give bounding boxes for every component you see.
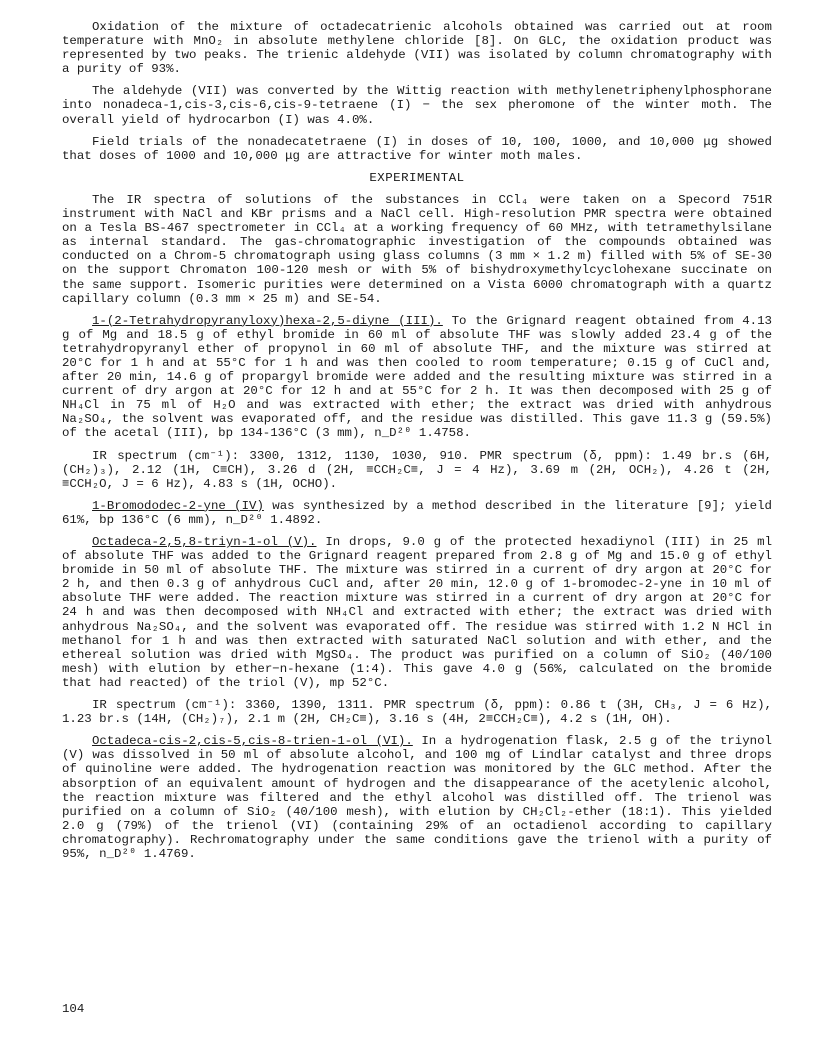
paragraph-compound-iii-spectra: IR spectrum (cm⁻¹): 3300, 1312, 1130, 1030, 910. PMR spectrum (δ, ppm): 1.49 br.s (6H, (CH₂)₃), 2.12 (1H, C≡CH), 3.26 d (2H, ≡CCH₂C≡, J = 4 Hz), 3.69 m (2H, OCH₂), 4.26 t (2H, ≡CCH₂O, J = 6 Hz), 4.83 s (1H, OCHO). [62,448,772,491]
paragraph-compound-v-spectra: IR spectrum (cm⁻¹): 3360, 1390, 1311. PMR spectrum (δ, ppm): 0.86 t (3H, CH₃, J = 6 Hz), 1.23 br.s (14H, (CH₂)₇), 2.1 m (2H, CH₂C≡), 3.16 s (4H, 2≡CCH₂C≡), 4.2 s (1H, OH). [62,698,772,727]
compound-v-title: Octadeca-2,5,8-triyn-1-ol (V). [92,535,317,549]
paragraph-compound-iv [62,499,772,527]
compound-iii-title: 1-(2-Tetrahydropyranyloxy)hexa-2,5-diyne (III). [92,313,443,328]
compound-vi-title: Octadeca-cis-2,cis-5,cis-8-trien-1-ol (VI). [92,734,413,749]
compound-vi-body: In a hydrogenation flask, 2.5 g of the triynol (V) was dissolved in 50 ml of absolute alcohol, and 100 mg of Lindlar catalyst and three drops of quinoline were added. The hydrogenation reaction was monitored by the GLC method. After the absorption of an equivalent amount of hydrogen and the disappearance of the acetylenic alcohol, the reaction mixture was filtered and the ethyl alcohol was distilled off. The trienol was purified on a column of SiO₂ (40/100 mesh), with elution by CH₂Cl₂-ether (18:1). This yielded 2.0 g (79%) of the trienol (VI) (containing 29% of an octadienol according to capillary chromatography). Rechromatography under the same conditions gave the trienol with a purity of 95%, n_D²⁰ 1.4769. [62,734,772,861]
page-body [62,20,772,869]
page-number: 104 [62,1002,85,1016]
compound-iv-body: was synthesized by a method described in the literature [9]; yield 61%, bp 136°C (6 mm), n_D²⁰ 1.4892. [62,498,772,527]
compound-v-body: In drops, 9.0 g of the protected hexadiynol (III) in 25 ml of absolute THF was added to the Grignard reagent prepared from 2.8 g of Mg and 15.0 g of ethyl bromide in 50 ml of absolute THF. The mixture was stirred in a current of dry argon at 20°C for 2 h, and then 0.3 g of anhydrous CuCl and, after 20 min, 12.0 g of 1-bromodec-2-yne in 10 ml of absolute THF were added. The reaction mixture was stirred in a current of dry argon at 20°C for 24 h and was then decomposed with NH₄Cl and extracted with ether; the extract was dried with anhydrous Na₂SO₄, and the solvent was evaporated off. The residue was stirred with 1.2 N HCl in methanol for 1 h and was then extracted with saturated NaCl solution and with ether, and the ethereal solution was dried with MgSO₄. The product was purified on a column of SiO₂ (40/100 mesh) with elution by ether−n-hexane (1:4). This gave 4.0 g (56%, calculated on the bromide that had reacted) of the triol (V), mp 52°C. [62,535,773,690]
section-heading: EXPERIMENTAL [369,170,465,185]
paragraph-compound-v [62,535,772,690]
paragraph-compound-vi [62,734,772,861]
paragraph-oxidation: Oxidation of the mixture of octadecatrienic alcohols obtained was carried out at room temperature with MnO₂ in absolute methylene chloride [8]. On GLC, the oxidation product was represented by two peaks. The trienic aldehyde (VII) was isolated by column chromatography with a purity of 93%. [62,20,772,77]
compound-iii-body: To the Grignard reagent obtained from 4.13 g of Mg and 18.5 g of ethyl bromide in 60 ml of absolute THF was slowly added 23.4 g of the tetrahydropyranyl ether of propynol in 60 ml of absolute THF, and the mixture was stirred at 20°C for 1 h and at 55°C for 1 h and was then cooled to room temperature; 0.15 g of CuCl and, after 20 min, 14.6 g of propargyl bromide were added and the resulting mixture was stirred in a current of dry argon at 20°C for 12 h and at 55°C for 2 h. It was then decomposed with 25 g of NH₄Cl in 75 ml of H₂O and was extracted with ether; the extract was dried with anhydrous Na₂SO₄, the solvent was evaporated off, and the residue was distilled. This gave 11.3 g (59.5%) of the acetal (III), bp 134-136°C (3 mm), n_D²⁰ 1.4758. [62,313,772,441]
paragraph-instruments: The IR spectra of solutions of the substances in CCl₄ were taken on a Specord 751R instrument with NaCl and KBr prisms and a NaCl cell. High-resolution PMR spectra were obtained on a Tesla BS-467 spectrometer in CCl₄ at a working frequency of 60 MHz, with tetramethylsilane as internal standard. The gas-chromatographic investigation of the compounds obtained was conducted on a Chrom-5 chromatograph using glass columns (3 mm × 1.2 m) filled with 5% of SE-30 on the support Chromaton 100-120 mesh or with 5% of bishydroxymethylcyclohexane succinate on the same support. Isomeric purities were determined on a Vista 6000 chromatograph with a quartz capillary column (0.3 mm × 25 m) and SE-54. [62,192,772,306]
paragraph-field-trials: Field trials of the nonadecatetraene (I) in doses of 10, 100, 1000, and 10,000 μg showed that doses of 1000 and 10,000 μg are attractive for winter moth males. [62,134,772,163]
paragraph-wittig: The aldehyde (VII) was converted by the Wittig reaction with methylenetriphenylphosphorane into nonadeca-1,cis-3,cis-6,cis-9-tetraene (I) − the sex pheromone of the winter moth. The overall yield of hydrocarbon (I) was 4.0%. [62,84,772,127]
compound-iv-title: 1-Bromododec-2-yne (IV) [92,498,264,513]
paragraph-compound-iii [62,314,772,441]
